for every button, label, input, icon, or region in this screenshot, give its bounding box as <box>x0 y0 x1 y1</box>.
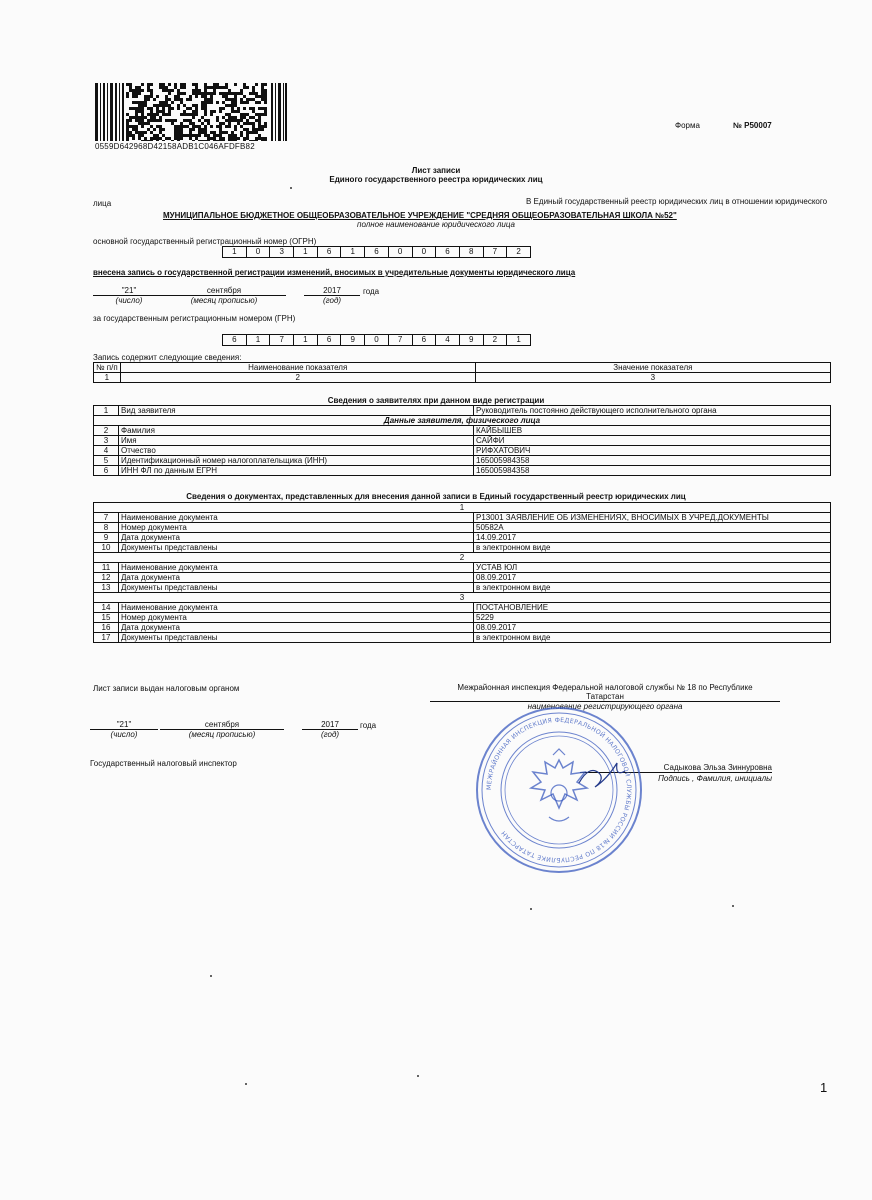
row-label: Дата документа <box>119 533 474 543</box>
documents-heading: Сведения о документах, представленных для внесения данной записи в Единый государственный реестр юридических лиц <box>186 492 686 501</box>
table-row <box>94 416 831 426</box>
row-value: в электронном виде <box>474 633 831 643</box>
date1-day-caption: (число) <box>115 296 143 305</box>
row-value: САЙФИ <box>474 436 831 446</box>
row-value: 08.09.2017 <box>474 573 831 583</box>
row-value: УСТАВ ЮЛ <box>474 563 831 573</box>
row-label: Дата документа <box>119 623 474 633</box>
row-value: 165005984358 <box>474 466 831 476</box>
ogrn-label: основной государственный регистрационный номер (ОГРН) <box>93 237 317 246</box>
ogrn-digit: 8 <box>459 246 484 258</box>
date1-month: сентября <box>162 286 286 296</box>
document-subtitle: Единого государственного реестра юридических лиц <box>329 175 543 184</box>
row-number: 5 <box>94 456 119 466</box>
ogrn-digits <box>222 246 531 258</box>
row-number: 15 <box>94 613 119 623</box>
row-number: 9 <box>94 533 119 543</box>
row-label: Дата документа <box>119 573 474 583</box>
row-number: 3 <box>94 436 119 446</box>
ogrn-digit: 0 <box>246 246 271 258</box>
row-value: Р13001 ЗАЯВЛЕНИЕ ОБ ИЗМЕНЕНИЯХ, ВНОСИМЫХ В УЧРЕД.ДОКУМЕНТЫ <box>474 513 831 523</box>
row-value: РИФХАТОВИЧ <box>474 446 831 456</box>
ogrn-digit: 7 <box>483 246 508 258</box>
date2-month-caption: (месяц прописью) <box>188 730 256 739</box>
date2-year: 2017 <box>302 720 358 730</box>
row-number: 2 <box>94 426 119 436</box>
applicants-table <box>93 405 831 476</box>
date2-year-caption: (год) <box>320 730 340 739</box>
table-row <box>94 426 831 436</box>
entity-name: МУНИЦИПАЛЬНОЕ БЮДЖЕТНОЕ ОБЩЕОБРАЗОВАТЕЛЬНОЕ УЧРЕЖДЕНИЕ "СРЕДНЯЯ ОБЩЕОБРАЗОВАТЕЛЬНАЯ ШКОЛА №52" <box>163 211 677 220</box>
row-number: 7 <box>94 513 119 523</box>
date2-day-caption: (число) <box>110 730 138 739</box>
table-row <box>94 523 831 533</box>
inspector-caption: Подпись , Фамилия, инициалы <box>658 774 772 783</box>
signature-mark <box>579 763 625 787</box>
scan-speck <box>732 905 734 907</box>
table-row <box>94 553 831 563</box>
grn-digit: 9 <box>459 334 484 346</box>
table-row <box>94 563 831 573</box>
scan-speck <box>417 1075 419 1077</box>
grn-digit: 0 <box>364 334 389 346</box>
date1-suffix: года <box>363 287 380 296</box>
row-label: Документы представлены <box>119 583 474 593</box>
ogrn-digit: 3 <box>269 246 294 258</box>
row-value: 08.09.2017 <box>474 623 831 633</box>
row-value: 5229 <box>474 613 831 623</box>
table-row <box>94 503 831 513</box>
contains-label: Запись содержит следующие сведения: <box>93 353 242 362</box>
scan-speck <box>290 187 292 189</box>
intro-line1: В Единый государственный реестр юридических лиц в отношении юридического <box>526 197 828 206</box>
grn-digits <box>222 334 531 346</box>
row-number: 16 <box>94 623 119 633</box>
ogrn-digit: 1 <box>340 246 365 258</box>
table-row <box>94 603 831 613</box>
issuing-authority-line2: Татарстан <box>430 692 780 702</box>
row-label: Документы представлены <box>119 633 474 643</box>
row-value: ПОСТАНОВЛЕНИЕ <box>474 603 831 613</box>
ogrn-digit: 1 <box>293 246 318 258</box>
header-num-1: 1 <box>94 373 121 383</box>
issuing-authority-caption: наименование регистрирующего органа <box>527 702 683 711</box>
table-row <box>94 513 831 523</box>
barcode-image <box>95 83 287 141</box>
ogrn-digit: 0 <box>412 246 437 258</box>
issued-label: Лист записи выдан налоговым органом <box>93 684 240 693</box>
row-label: Фамилия <box>119 426 474 436</box>
row-label: Номер документа <box>119 613 474 623</box>
table-row <box>94 593 831 603</box>
table-row <box>94 613 831 623</box>
grn-digit: 6 <box>317 334 342 346</box>
table-row <box>94 456 831 466</box>
table-row <box>94 436 831 446</box>
table-row <box>94 406 831 416</box>
entry-statement: внесена запись о государственной регистрации изменений, вносимых в учредительные документы юридического лица <box>93 268 576 277</box>
row-number: 10 <box>94 543 119 553</box>
date1-month-caption: (месяц прописью) <box>190 296 258 305</box>
table-row <box>94 543 831 553</box>
applicants-subheading: Данные заявителя, физического лица <box>94 416 831 426</box>
applicants-heading: Сведения о заявителях при данном виде регистрации <box>327 396 545 405</box>
row-label: Вид заявителя <box>119 406 474 416</box>
table-row <box>94 583 831 593</box>
table-row <box>94 623 831 633</box>
date1-year: 2017 <box>304 286 360 296</box>
header-table <box>93 362 831 383</box>
row-number: 4 <box>94 446 119 456</box>
inspector-label: Государственный налоговый инспектор <box>90 759 237 768</box>
table-row <box>94 446 831 456</box>
row-value: Руководитель постоянно действующего исполнительного органа <box>474 406 831 416</box>
page-number: 1 <box>820 1080 828 1095</box>
grn-digit: 6 <box>222 334 247 346</box>
scan-speck <box>530 908 532 910</box>
scan-speck <box>210 975 212 977</box>
row-label: Наименование документа <box>119 603 474 613</box>
header-col-name: Наименование показателя <box>120 363 475 373</box>
ogrn-digit: 2 <box>506 246 531 258</box>
grn-digit: 4 <box>435 334 460 346</box>
row-label: ИНН ФЛ по данным ЕГРН <box>119 466 474 476</box>
row-label: Наименование документа <box>119 513 474 523</box>
grn-label: за государственным регистрационным номером (ГРН) <box>93 314 296 323</box>
table-row <box>94 573 831 583</box>
barcode-code: 0559D642968D42158ADB1C046AFDFB82 <box>95 142 255 151</box>
document-group-number: 3 <box>94 593 831 603</box>
stamp-text: МЕЖРАЙОННАЯ ИНСПЕКЦИЯ ФЕДЕРАЛЬНОЙ НАЛОГОВОЙ СЛУЖБЫ РОССИИ №18 ПО РЕСПУБЛИКЕ ТАТАРСТАН <box>485 716 633 864</box>
row-number: 11 <box>94 563 119 573</box>
row-value: 165005984358 <box>474 456 831 466</box>
grn-digit: 7 <box>269 334 294 346</box>
header-num-3: 3 <box>475 373 830 383</box>
document-group-number: 1 <box>94 503 831 513</box>
grn-digit: 7 <box>388 334 413 346</box>
header-col-value: Значение показателя <box>475 363 830 373</box>
row-number: 8 <box>94 523 119 533</box>
date2-suffix: года <box>360 721 377 730</box>
date1-day: "21" <box>93 286 165 296</box>
grn-digit: 2 <box>483 334 508 346</box>
official-stamp <box>474 705 644 875</box>
row-label: Отчество <box>119 446 474 456</box>
form-number: № Р50007 <box>733 121 772 130</box>
issuing-authority-line1: Межрайонная инспекция Федеральной налоговой службы № 18 по Республике <box>457 683 753 692</box>
row-number: 13 <box>94 583 119 593</box>
intro-line2: лица <box>93 199 112 208</box>
row-number: 1 <box>94 406 119 416</box>
form-label: Форма <box>675 121 700 130</box>
row-value: в электронном виде <box>474 583 831 593</box>
document-title: Лист записи <box>411 166 461 175</box>
grn-digit: 1 <box>246 334 271 346</box>
date2-day: "21" <box>90 720 158 730</box>
table-row <box>94 533 831 543</box>
grn-digit: 9 <box>340 334 365 346</box>
row-label: Номер документа <box>119 523 474 533</box>
row-label: Документы представлены <box>119 543 474 553</box>
row-number: 17 <box>94 633 119 643</box>
row-value: 14.09.2017 <box>474 533 831 543</box>
row-label: Наименование документа <box>119 563 474 573</box>
documents-table <box>93 502 831 643</box>
grn-digit: 1 <box>506 334 531 346</box>
row-label: Идентификационный номер налогоплательщика (ИНН) <box>119 456 474 466</box>
row-number: 6 <box>94 466 119 476</box>
header-num-2: 2 <box>120 373 475 383</box>
date1-year-caption: (год) <box>322 296 342 305</box>
table-row <box>94 633 831 643</box>
entity-caption: полное наименование юридического лица <box>357 220 515 229</box>
header-col-num: № п/п <box>94 363 121 373</box>
date2-month: сентября <box>160 720 284 730</box>
ogrn-digit: 6 <box>364 246 389 258</box>
ogrn-digit: 1 <box>222 246 247 258</box>
grn-digit: 1 <box>293 334 318 346</box>
row-number: 14 <box>94 603 119 613</box>
document-group-number: 2 <box>94 553 831 563</box>
inspector-name: Садыкова Эльза Зиннуровна <box>580 763 772 773</box>
row-label: Имя <box>119 436 474 446</box>
row-value: в электронном виде <box>474 543 831 553</box>
ogrn-digit: 6 <box>435 246 460 258</box>
scan-speck <box>245 1083 247 1085</box>
svg-text:МЕЖРАЙОННАЯ ИНСПЕКЦИЯ ФЕДЕРАЛЬ <box>486 717 633 863</box>
row-number: 12 <box>94 573 119 583</box>
table-row <box>94 466 831 476</box>
ogrn-digit: 0 <box>388 246 413 258</box>
row-value: 50582А <box>474 523 831 533</box>
ogrn-digit: 6 <box>317 246 342 258</box>
row-value: КАЙБЫШЕВ <box>474 426 831 436</box>
grn-digit: 6 <box>412 334 437 346</box>
